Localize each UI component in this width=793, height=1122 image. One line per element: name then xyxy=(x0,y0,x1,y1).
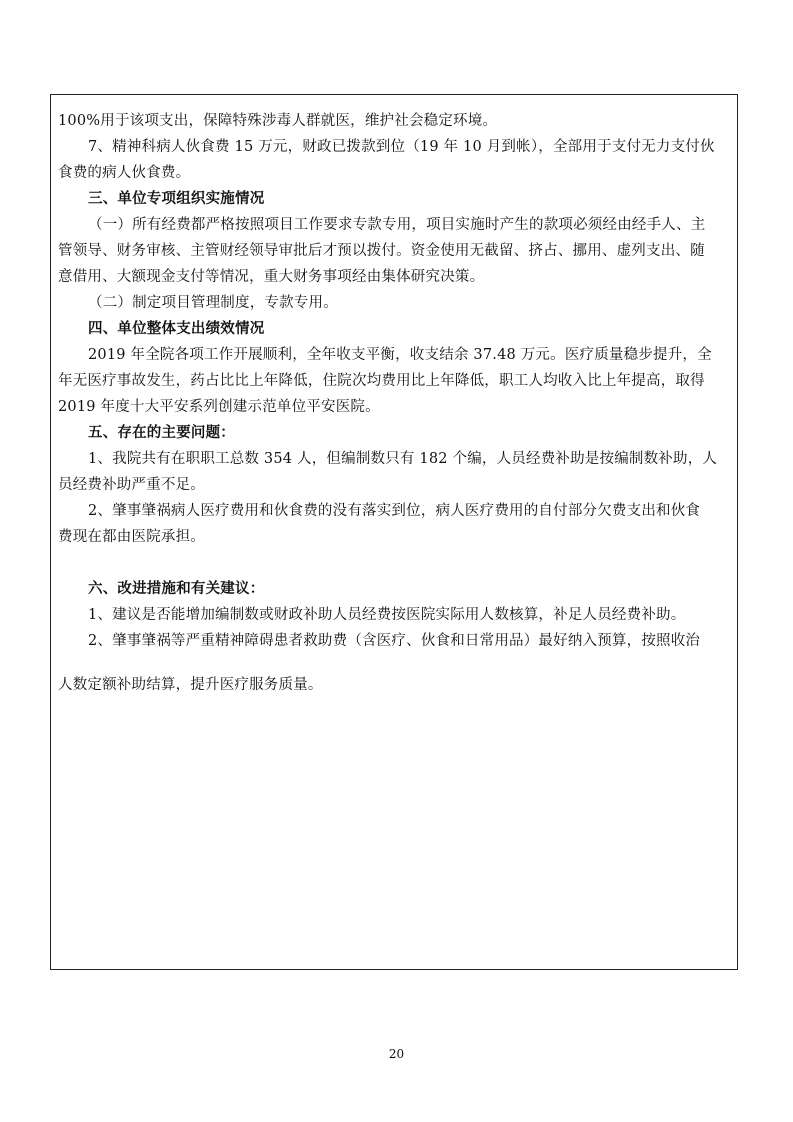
section-heading: 四、单位整体支出绩效情况 xyxy=(88,320,265,337)
text-line: 意借用、大额现金支付等情况，重大财务事项经由集体研究决策。 xyxy=(58,269,485,285)
text-line: 管领导、财务审核、主管财经领导审批后才预以拨付。资金使用无截留、挤占、挪用、虚列支出、随 xyxy=(58,243,705,259)
section-heading: 三、单位专项组织实施情况 xyxy=(88,190,265,207)
text-line: 100%用于该项支出，保障特殊涉毒人群就医，维护社会稳定环境。 xyxy=(58,113,498,129)
paragraph-block-main xyxy=(58,108,738,550)
text-line: 员经费补助严重不足。 xyxy=(58,477,205,493)
paragraph-block-suggestions xyxy=(58,576,738,654)
line-spacer xyxy=(58,654,738,672)
page-number: 20 xyxy=(388,1047,405,1061)
text-line: 2019 年全院各项工作开展顺利，全年收支平衡，收支结余 37.48 万元。医疗质量稳步提升，全 xyxy=(88,347,712,363)
document-body xyxy=(58,108,738,698)
text-line: 7、精神科病人伙食费 15 万元，财政已拨款到位（19 年 10 月到帐），全部用于支付无力支付伙 xyxy=(88,139,715,155)
section-spacer xyxy=(58,550,738,576)
text-line: 食费的病人伙食费。 xyxy=(58,165,191,181)
text-line: （一）所有经费都严格按照项目工作要求专款专用，项目实施时产生的款项必须经由经手人、主 xyxy=(88,217,706,233)
text-line: 年无医疗事故发生，药占比比上年降低，住院次均费用比上年降低，职工人均收入比上年提高，取得 xyxy=(58,373,705,389)
section-heading: 五、存在的主要问题： xyxy=(88,424,235,441)
text-line: 2、肇事肇祸等严重精神障碍患者救助费（含医疗、伙食和日常用品）最好纳入预算，按照收治 xyxy=(88,633,701,649)
text-line: 1、我院共有在职职工总数 354 人，但编制数只有 182 个编，人员经费补助是按编制数补助，人 xyxy=(88,451,718,467)
text-line: 费现在都由医院承担。 xyxy=(58,529,205,545)
text-line-final: 人数定额补助结算，提升医疗服务质量。 xyxy=(58,677,323,693)
text-line: 2、肇事肇祸病人医疗费用和伙食费的没有落实到位，病人医疗费用的自付部分欠费支出和伙食 xyxy=(88,503,701,519)
text-line: 1、建议是否能增加编制数或财政补助人员经费按医院实际用人数核算，补足人员经费补助。 xyxy=(88,607,686,623)
text-line: 2019 年度十大平安系列创建示范单位平安医院。 xyxy=(58,399,380,415)
text-line: （二）制定项目管理制度，专款专用。 xyxy=(88,295,338,311)
section-heading: 六、改进措施和有关建议： xyxy=(88,580,265,597)
